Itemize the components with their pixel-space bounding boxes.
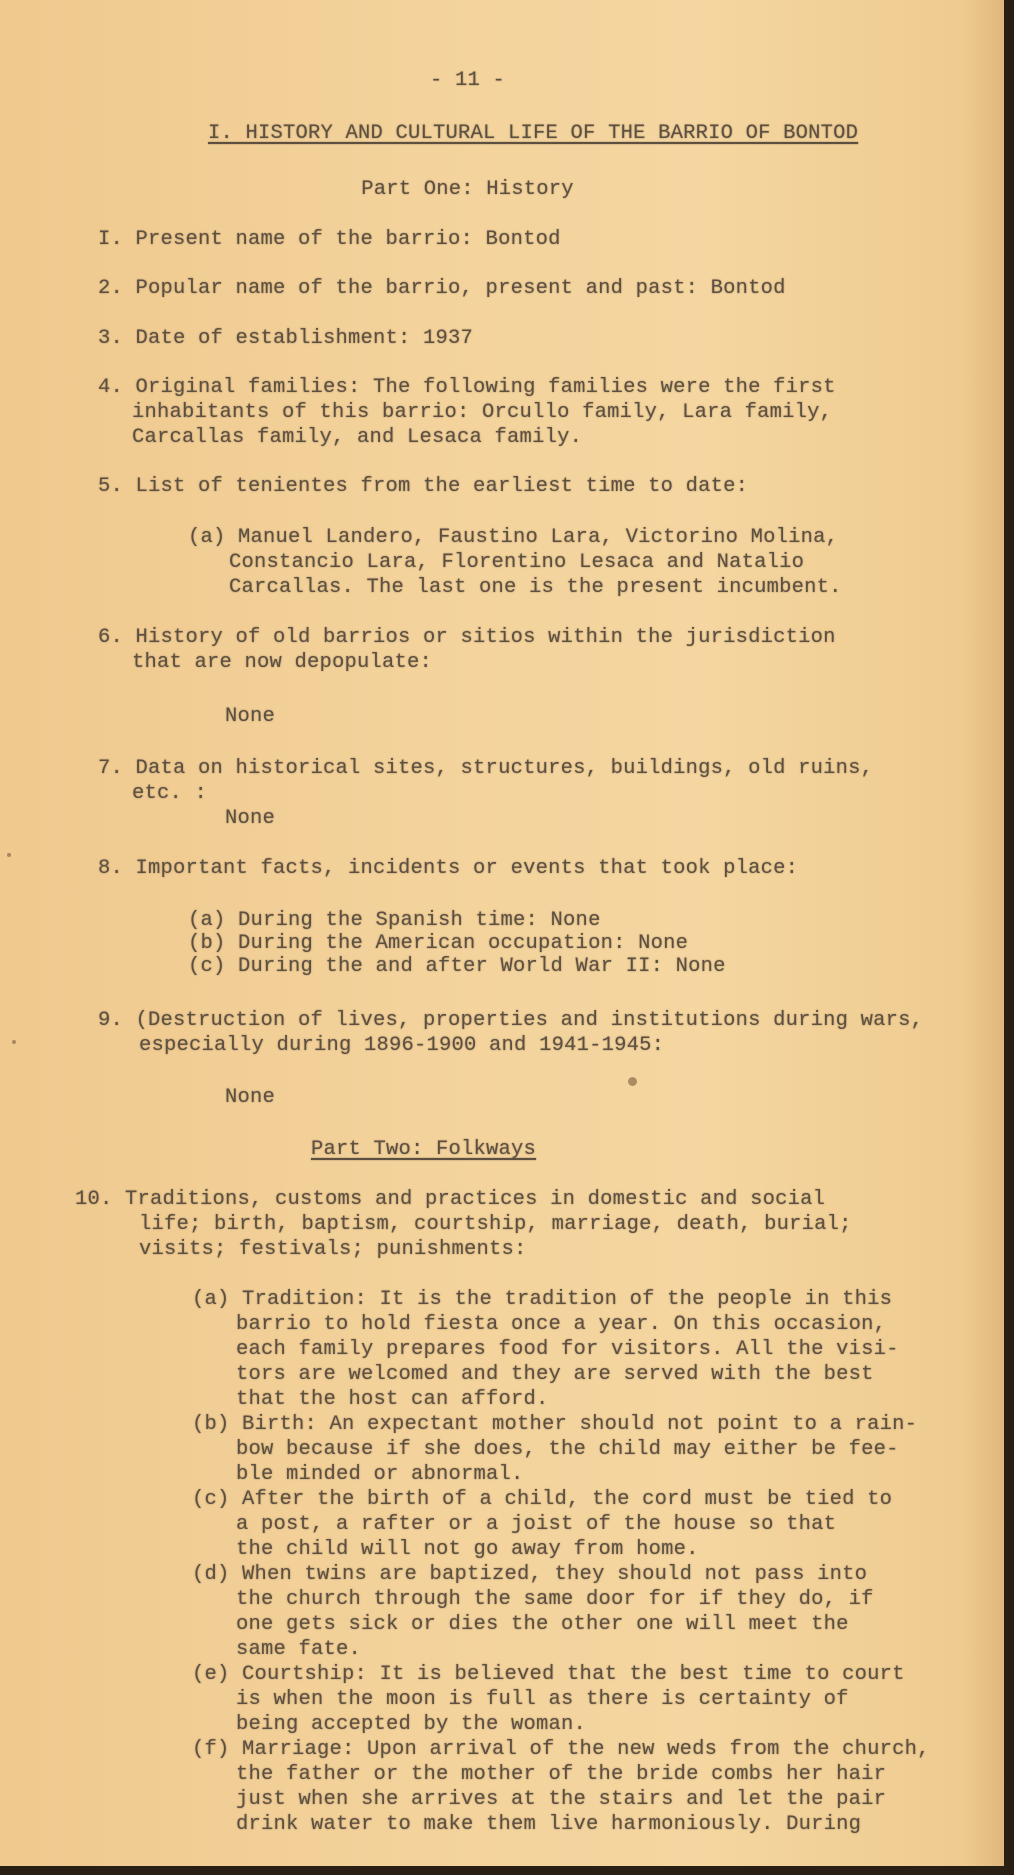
subitem-b-line: (b) Birth: An expectant mother should not point to a rain- (192, 1413, 918, 1436)
subitem-f-line: drink water to make them live harmoniously. During (236, 1813, 862, 1836)
part-one-heading: Part One: History (361, 178, 574, 201)
subitem-c-line: the child will not go away from home. (236, 1538, 699, 1561)
item-5a-line: Carcallas. The last one is the present incumbent. (229, 576, 842, 599)
item-9-line: especially during 1896-1900 and 1941-1945: (139, 1034, 665, 1057)
subitem-a-line: barrio to hold fiesta once a year. On this occasion, (236, 1313, 887, 1336)
subitem-f-line: the father or the mother of the bride combs her hair (236, 1763, 887, 1786)
item-6-line: 6. History of old barrios or sitios within the jurisdiction (98, 626, 836, 649)
subitem-d-line: same fate. (236, 1638, 362, 1661)
item-10-line: 10. Traditions, customs and practices in domestic and social (75, 1188, 826, 1211)
item-10-line: visits; festivals; punishments: (139, 1238, 527, 1261)
item-5-tenientes: 5. List of tenientes from the earliest time to date: (98, 475, 749, 498)
item-8-line: (a) During the Spanish time: None (188, 909, 601, 932)
subitem-b-line: ble minded or abnormal. (236, 1463, 524, 1486)
item-9-answer: None (225, 1086, 276, 1109)
subitem-a-line: that the host can afford. (236, 1388, 549, 1411)
scan-border-bottom (0, 1866, 1014, 1875)
subitem-c-line: a post, a rafter or a joist of the house so that (236, 1513, 837, 1536)
paper-spot (7, 853, 11, 857)
subitem-d-line: (d) When twins are baptized, they should not pass into (192, 1563, 868, 1586)
item-4-line: Carcallas family, and Lesaca family. (132, 426, 583, 449)
item-8-important-facts: 8. Important facts, incidents or events that took place: (98, 857, 799, 880)
subitem-d-line: one gets sick or dies the other one will meet the (236, 1613, 849, 1636)
item-8-line: (b) During the American occupation: None (188, 932, 689, 955)
item-8-line: (c) During the and after World War II: None (188, 955, 726, 978)
item-4-line: 4. Original families: The following families were the first (98, 376, 836, 399)
subitem-c-line: (c) After the birth of a child, the cord must be tied to (192, 1488, 893, 1511)
page-number: - 11 - (429, 69, 505, 92)
subitem-a-line: tors are welcomed and they are served with the best (236, 1363, 874, 1386)
subitem-e-line: (e) Courtship: It is believed that the best time to court (192, 1663, 905, 1686)
subitem-e-line: is when the moon is full as there is certainty of (236, 1688, 849, 1711)
part-two-heading: Part Two: Folkways (311, 1138, 537, 1161)
document-title: I. HISTORY AND CULTURAL LIFE OF THE BARRIO OF BONTOD (208, 122, 859, 145)
item-9-line: 9. (Destruction of lives, properties and institutions during wars, (98, 1009, 924, 1032)
item-5a-line: (a) Manuel Landero, Faustino Lara, Victorino Molina, (188, 526, 839, 549)
item-7-line: 7. Data on historical sites, structures, buildings, old ruins, (98, 757, 874, 780)
subitem-e-line: being accepted by the woman. (236, 1713, 587, 1736)
paper-spot (628, 1077, 637, 1086)
subitem-d-line: the church through the same door for if they do, if (236, 1588, 874, 1611)
subitem-b-line: bow because if she does, the child may either be fee- (236, 1438, 899, 1461)
item-7-answer: None (225, 807, 276, 830)
item-3-date-established: 3. Date of establishment: 1937 (98, 327, 474, 350)
item-10-line: life; birth, baptism, courtship, marriage, death, burial; (139, 1213, 852, 1236)
item-6-answer: None (225, 705, 276, 728)
item-7-line: etc. : (132, 782, 208, 805)
item-2-popular-name: 2. Popular name of the barrio, present and past: Bontod (98, 277, 786, 300)
paper-spot (12, 1040, 16, 1044)
item-4-line: inhabitants of this barrio: Orcullo family, Lara family, (132, 401, 833, 424)
subitem-f-line: (f) Marriage: Upon arrival of the new weds from the church, (192, 1738, 930, 1761)
subitem-a-line: each family prepares food for visitors. All the visi- (236, 1338, 899, 1361)
scan-border-right (1004, 0, 1014, 1875)
item-1-present-name: I. Present name of the barrio: Bontod (98, 228, 561, 251)
item-5a-line: Constancio Lara, Florentino Lesaca and Natalio (229, 551, 805, 574)
subitem-a-line: (a) Tradition: It is the tradition of the people in this (192, 1288, 893, 1311)
subitem-f-line: just when she arrives at the stairs and let the pair (236, 1788, 887, 1811)
item-6-line: that are now depopulate: (132, 651, 433, 674)
